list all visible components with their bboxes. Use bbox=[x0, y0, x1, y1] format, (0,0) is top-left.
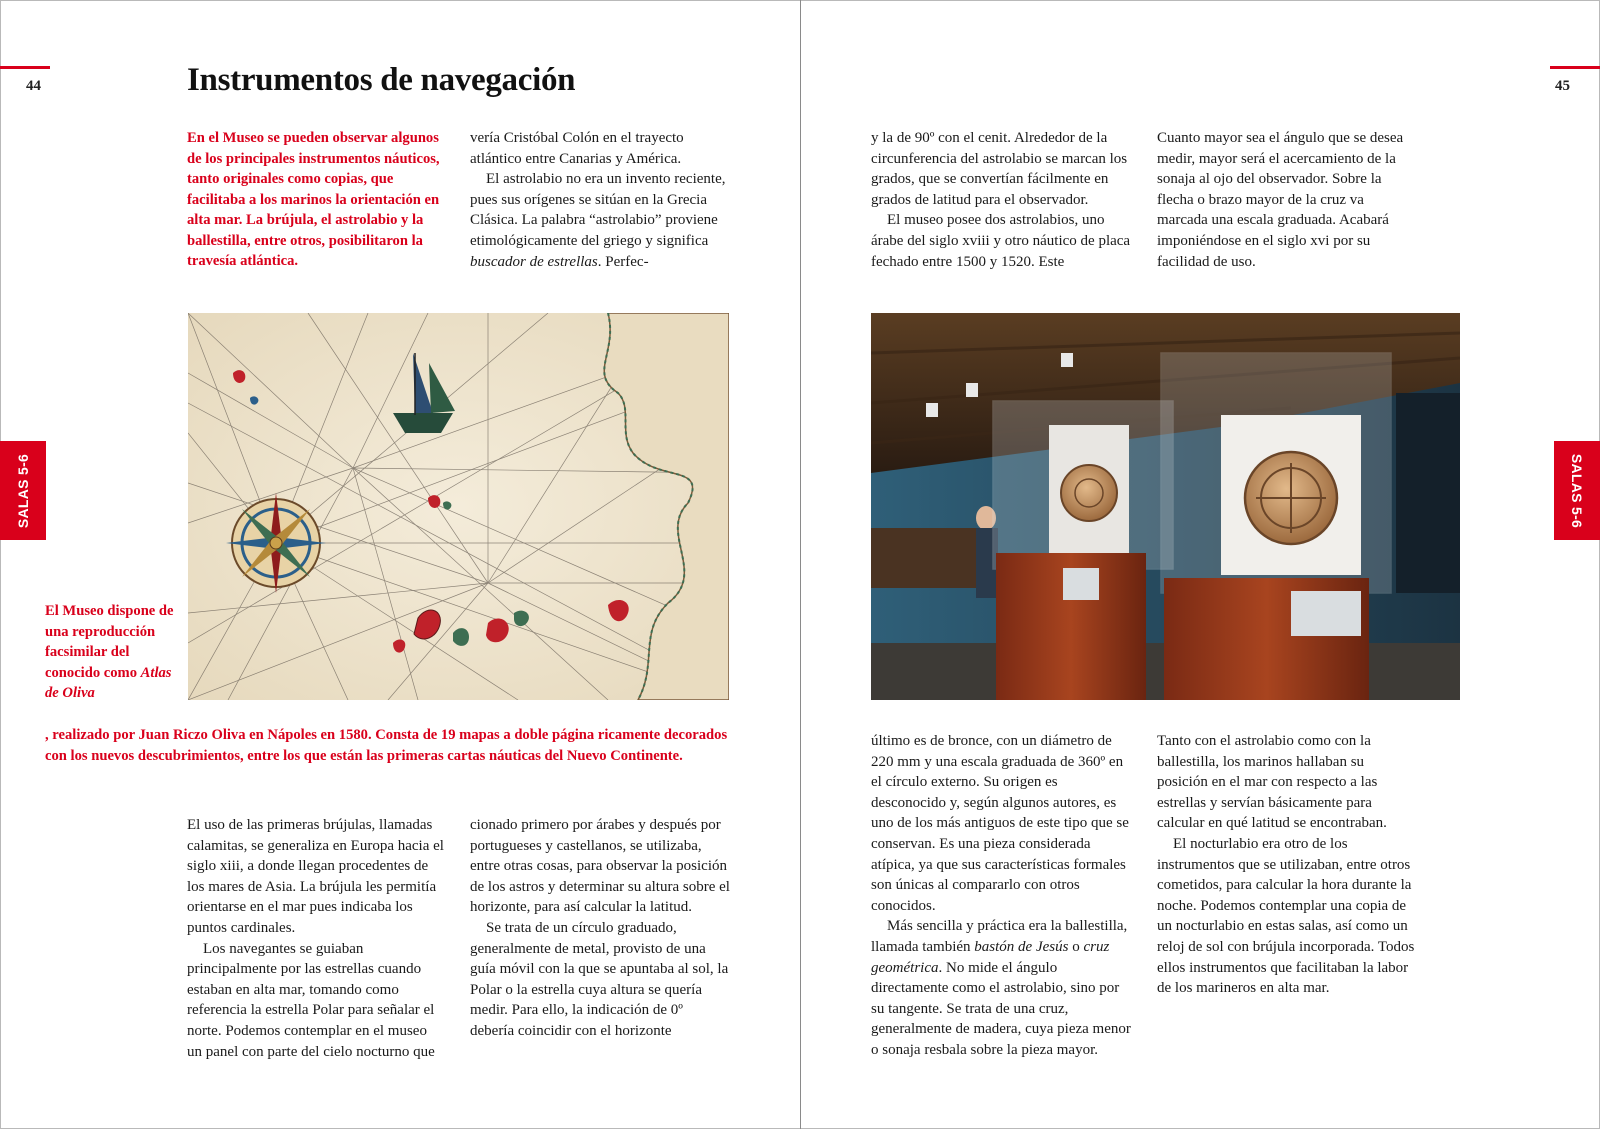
paragraph: El uso de las primeras brújulas, llamadas calamitas, se generaliza en Europa hacia el siglo xiii, a donde llegan procedentes de los mares de Asia. La brújula les permitía orientarse en el mar pues indicaba los puntos cardinales. bbox=[187, 817, 444, 936]
left-bottom-column-2 bbox=[470, 815, 730, 1042]
page-number-left: 44 bbox=[26, 78, 41, 94]
page-number-right: 45 bbox=[1555, 78, 1570, 94]
paragraph: Más sencilla y práctica era la ballestilla, llamada también bastón de Jesús o cruz geométrica. No mide el ángulo directamente como el astrolabio, sino por su tangente. Se trata de una cruz, generalmente de madera, cuya pieza menor o sonaja resbala sobre la pieza mayor. bbox=[871, 918, 1131, 1058]
map-caption-part-2: , realizado por Juan Riczo Oliva en Nápoles en 1580. Consta de 19 mapas a doble página ricamente decorados con los nuevos descubrimientos, entre los que están las primeras cartas náuticas del Nuevo Continente. bbox=[45, 727, 728, 764]
section-tab-right[interactable] bbox=[1554, 441, 1600, 540]
paragraph: El astrolabio no era un invento reciente, pues sus orígenes se sitúan en la Grecia Clásica. La palabra “astrolabio” proviene etimológicamente del griego y significa buscador de estrellas. Perfec- bbox=[470, 171, 726, 270]
page-number-rule bbox=[1550, 66, 1600, 69]
right-bottom-column-2 bbox=[1157, 731, 1417, 999]
page-number-rule bbox=[0, 66, 50, 69]
paragraph: y la de 90º con el cenit. Alrededor de la circunferencia del astrolabio se marcan los grados, que se convertían fácilmente en grados de latitud para el observador. bbox=[871, 130, 1128, 208]
museum-room-illustration bbox=[871, 313, 1460, 700]
book-spine bbox=[800, 0, 801, 1129]
portolan-chart-illustration bbox=[188, 313, 729, 700]
map-caption-part-1: El Museo dispone de una reproducción facsimilar del conocido como Atlas de Oliva bbox=[45, 603, 174, 701]
section-tab-left[interactable] bbox=[0, 441, 46, 540]
paragraph: Los navegantes se guiaban principalmente por las estrellas cuando estaban en alta mar, tomando como referencia la estrella Polar para señalar el norte. Podemos contemplar en el museo un panel con parte del cielo nocturno que bbox=[187, 940, 435, 1060]
paragraph: Tanto con el astrolabio como con la ballestilla, los marinos hallaban su posición en el mar con respecto a las estrellas y servían básicamente para calcular en qué latitud se encontraban. bbox=[1157, 733, 1387, 832]
left-top-column-2 bbox=[470, 128, 730, 272]
intro-column bbox=[187, 128, 445, 272]
intro-text: En el Museo se pueden observar algunos de los principales instrumentos náuticos, tanto originales como copias, que facilitaba a los marinos la orientación en alta mar. La brújula, el astrolabio y la ballestilla, entre otros, posibilitaron la travesía atlántica. bbox=[187, 130, 440, 269]
atlas-map-image bbox=[188, 313, 729, 700]
section-tab-label: SALAS 5-6 bbox=[1569, 453, 1585, 528]
page-title: Instrumentos de navegación bbox=[187, 62, 576, 98]
right-top-column-1 bbox=[871, 128, 1131, 272]
paragraph: El museo posee dos astrolabios, uno árabe del siglo xviii y otro náutico de placa fechado entre 1500 y 1520. Este bbox=[871, 212, 1131, 270]
paragraph: último es de bronce, con un diámetro de 220 mm y una escala graduada de 360º en el círculo externo. Su origen es desconocido y, según algunos autores, es uno de los más antiguos de este tipo que se conservan. Es una pieza considerada atípica, ya que sus características formales son únicas al compararlo con otros conocidos. bbox=[871, 733, 1129, 914]
left-bottom-column-1 bbox=[187, 815, 445, 1062]
paragraph: El nocturlabio era otro de los instrumentos que se utilizaban, entre otros cometidos, para calcular la hora durante la noche. Podemos contemplar una copia de un nocturlabio en estas salas, así como un reloj de sol con brújula incorporada. Todos ellos instrumentos que facilitaban la labor de los marineros en alta mar. bbox=[1157, 835, 1415, 997]
right-top-column-2 bbox=[1157, 128, 1417, 272]
paragraph: Cuanto mayor sea el ángulo que se desea medir, mayor será el acercamiento de la sonaja al ojo del observador. Sobre la flecha o brazo mayor de la cruz va marcada una escala graduada. Acabará imponiéndose en el siglo xvi por su facilidad de uso. bbox=[1157, 130, 1404, 270]
section-tab-label: SALAS 5-6 bbox=[15, 453, 31, 528]
paragraph: vería Cristóbal Colón en el trayecto atlántico entre Canarias y América. bbox=[470, 130, 684, 167]
museum-astrolabe-photo bbox=[871, 313, 1460, 700]
right-bottom-column-1 bbox=[871, 731, 1131, 1061]
paragraph: Se trata de un círculo graduado, generalmente de metal, provisto de una guía móvil con la que se apuntaba al sol, la Polar o la estrella cuya altura se quería medir. Para ello, la indicación de 0º debería coincidir con el horizonte bbox=[470, 919, 729, 1039]
paragraph: cionado primero por árabes y después por portugueses y castellanos, se utilizaba, entre otras cosas, para observar la posición de los astros y determinar su altura sobre el horizonte, para así calcular la latitud. bbox=[470, 817, 730, 916]
